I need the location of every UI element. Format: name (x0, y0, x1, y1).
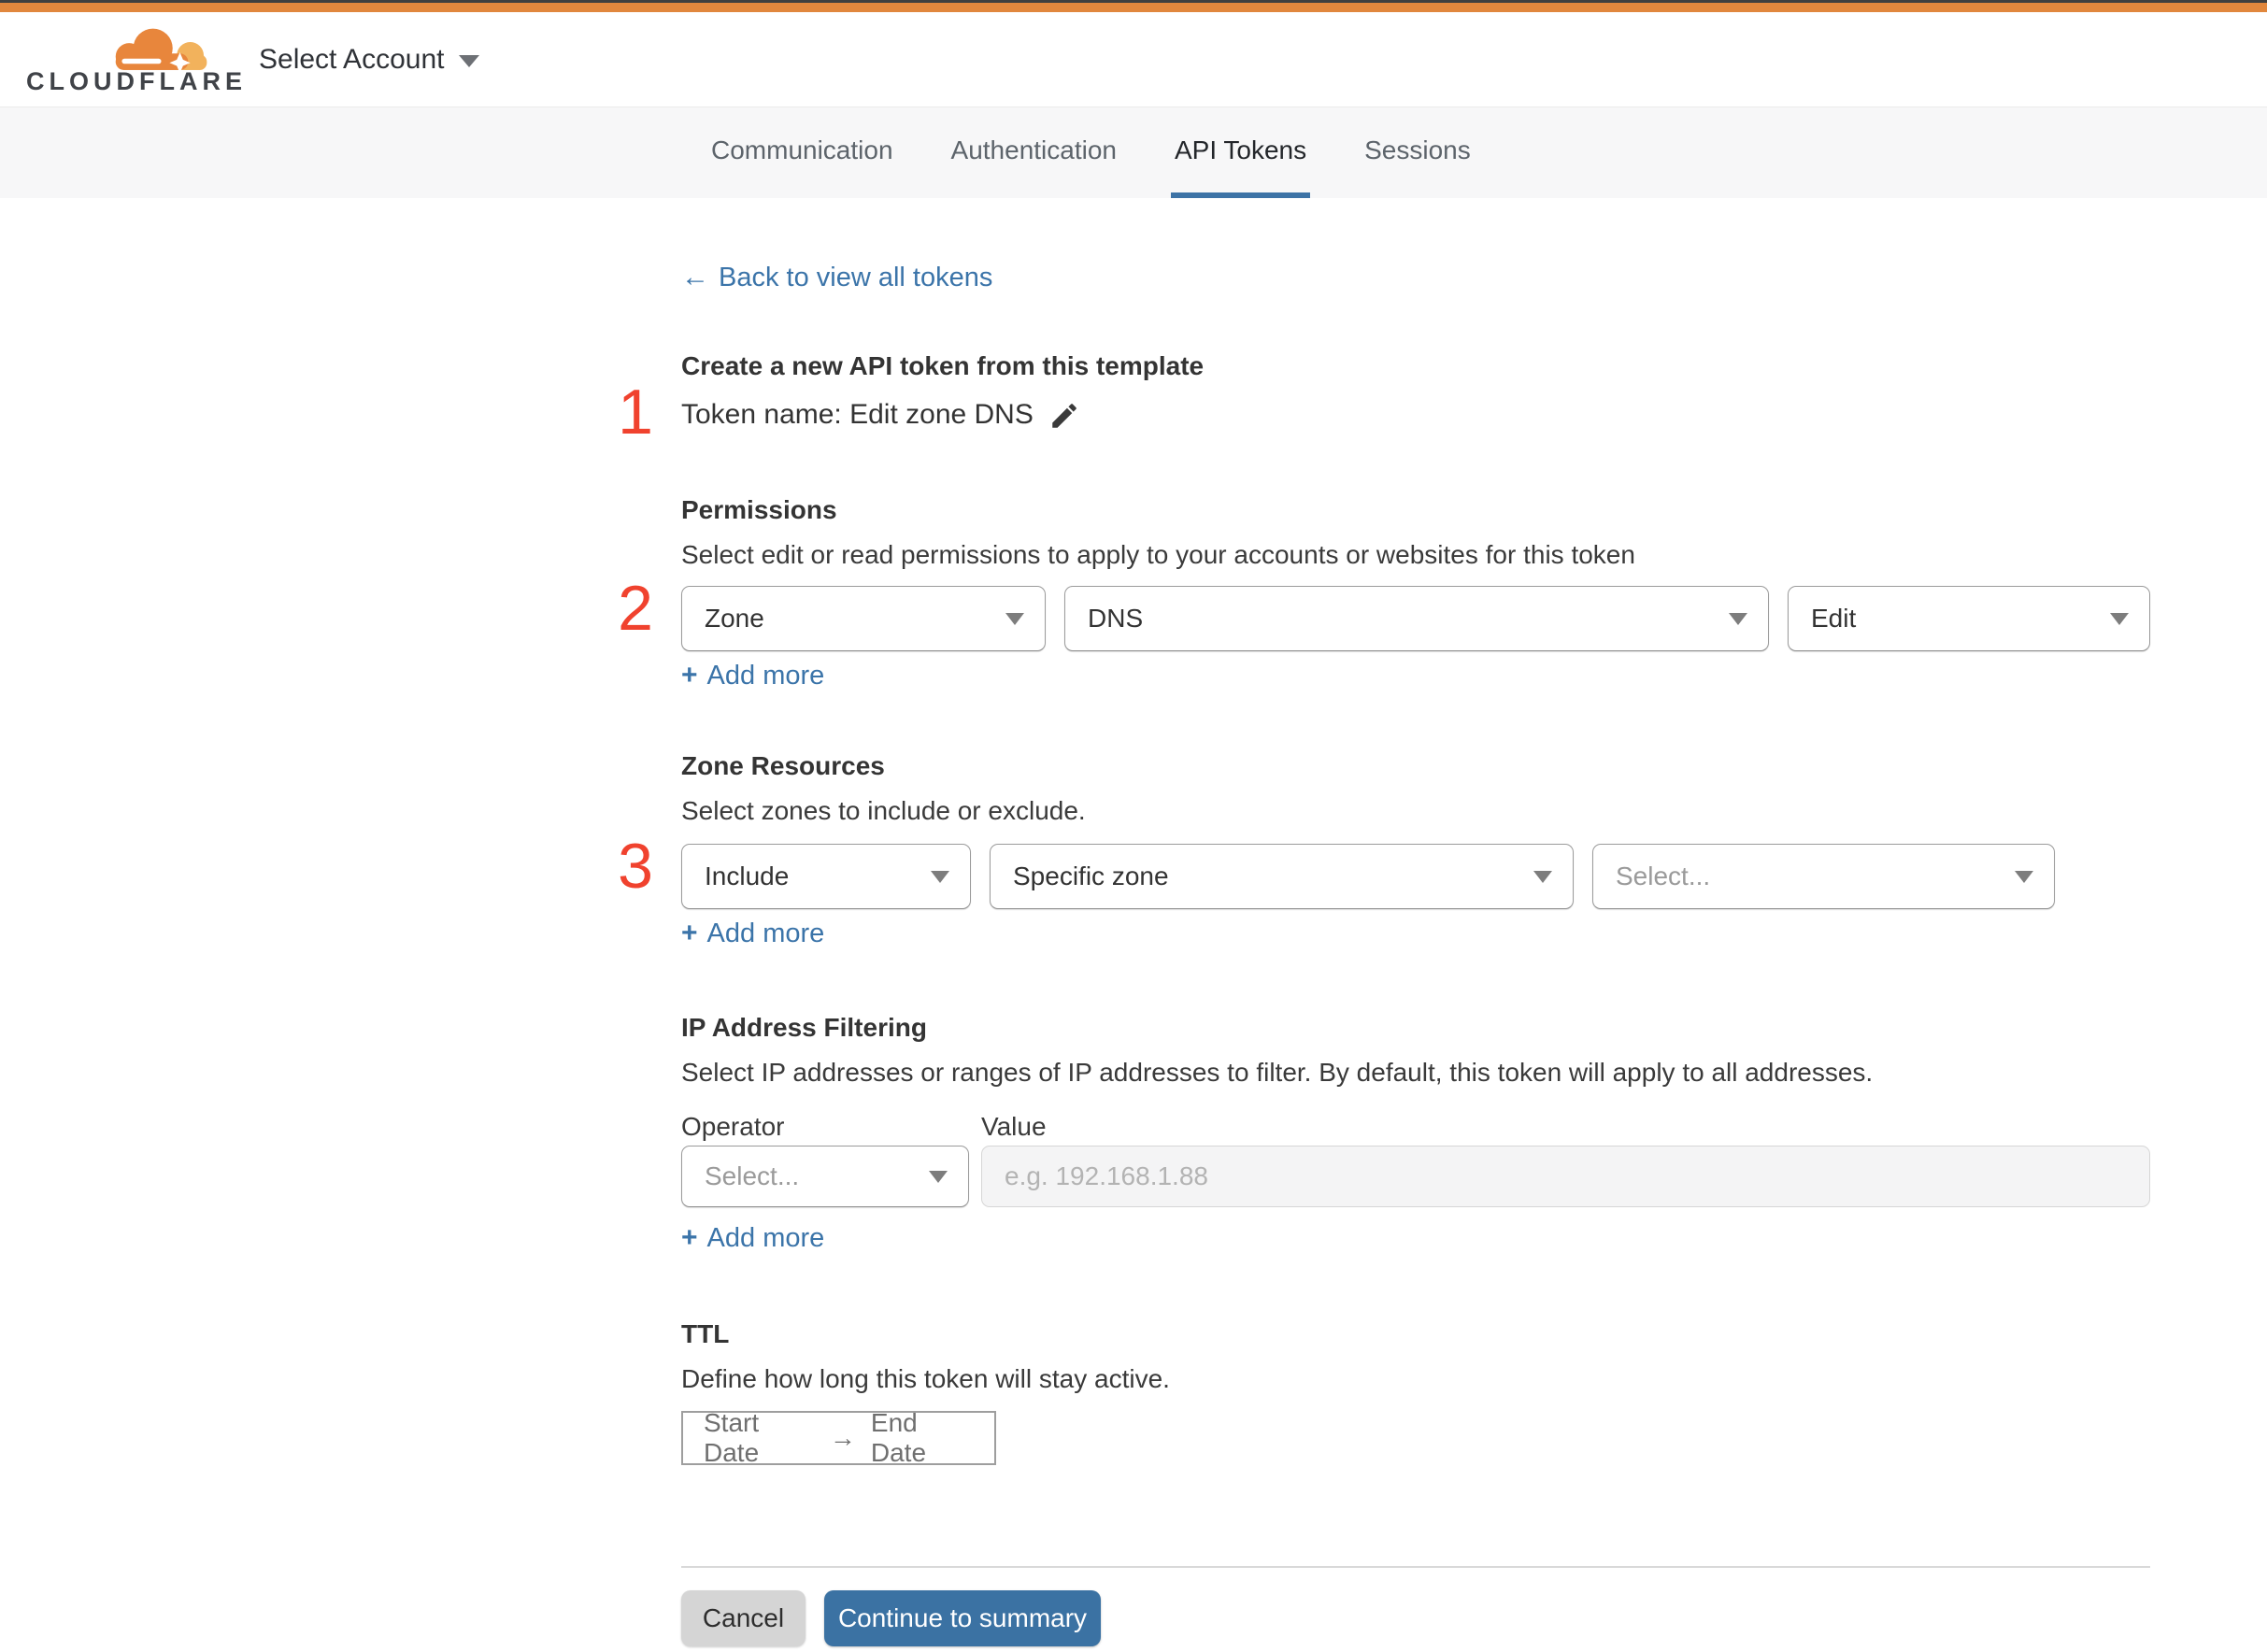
zone-type-select[interactable] (990, 844, 1574, 909)
add-more-label: Add more (706, 1222, 825, 1253)
continue-to-summary-button[interactable]: Continue to summary (824, 1590, 1101, 1646)
token-name-line (681, 398, 1080, 432)
app-header (0, 12, 2267, 107)
ttl-date-range-picker[interactable] (681, 1408, 996, 1467)
ip-value-input[interactable] (981, 1146, 2150, 1207)
chevron-down-icon (459, 55, 479, 67)
ip-filtering-add-more-link[interactable] (681, 1222, 824, 1254)
zone-operator-select[interactable] (681, 844, 971, 909)
tab-api-tokens[interactable]: API Tokens (1171, 107, 1310, 198)
end-date-label: End Date (870, 1408, 927, 1467)
add-more-label: Add more (706, 660, 825, 691)
chevron-down-icon (1005, 613, 1024, 625)
operator-label: Operator (681, 1112, 785, 1141)
ip-operator-placeholder: Select... (705, 1161, 800, 1190)
chevron-down-icon (929, 1171, 948, 1183)
permission-access-select[interactable] (1788, 586, 2150, 651)
permission-scope-select[interactable] (681, 586, 1046, 651)
back-to-tokens-link[interactable] (681, 262, 992, 293)
plus-icon: + (681, 918, 698, 948)
cancel-button[interactable]: Cancel (681, 1590, 806, 1646)
step-number-3: 3 (618, 831, 653, 902)
edit-pencil-icon[interactable] (1048, 400, 1080, 432)
ip-operator-select[interactable] (681, 1146, 969, 1207)
cloudflare-logo (26, 18, 247, 104)
add-more-label: Add more (706, 918, 825, 948)
tab-bar (0, 107, 2267, 198)
back-arrow-icon: ← (681, 262, 709, 292)
logo-wordmark: CLOUDFLARE (26, 67, 247, 95)
zone-type-value: Specific zone (1013, 862, 1169, 890)
permission-resource-value: DNS (1088, 604, 1144, 633)
ip-filtering-description: Select IP addresses or ranges of IP addresses to filter. By default, this token will apply to all addresses. (681, 1058, 1874, 1087)
account-selector-label: Select Account (259, 43, 445, 75)
top-orange-bar (0, 3, 2267, 12)
step-number-2: 2 (618, 573, 653, 644)
value-label: Value (981, 1112, 1047, 1141)
ttl-description: Define how long this token will stay active. (681, 1364, 1170, 1393)
permissions-description: Select edit or read permissions to apply to your accounts or websites for this token (681, 540, 1635, 569)
step-number-1: 1 (618, 377, 653, 448)
zone-operator-value: Include (705, 862, 790, 890)
zone-resources-description: Select zones to include or exclude. (681, 796, 1086, 825)
plus-icon: + (681, 1222, 698, 1253)
footer-divider (681, 1566, 2150, 1568)
tab-communication[interactable]: Communication (711, 135, 893, 164)
zone-value-select[interactable] (1592, 844, 2055, 909)
permissions-row (681, 586, 2150, 651)
ttl-title: TTL (681, 1319, 730, 1348)
tab-sessions[interactable]: Sessions (1364, 135, 1471, 164)
tab-group (707, 107, 1475, 198)
ip-filtering-row (681, 1146, 969, 1207)
permissions-title: Permissions (681, 495, 837, 524)
zone-value-placeholder: Select... (1616, 862, 1711, 890)
range-arrow-icon: → (829, 1423, 856, 1452)
permissions-add-more-link[interactable] (681, 660, 824, 691)
tab-authentication[interactable]: Authentication (950, 135, 1117, 164)
zone-resources-add-more-link[interactable] (681, 918, 824, 949)
account-selector[interactable] (259, 12, 479, 107)
permission-resource-select[interactable] (1064, 586, 1769, 651)
start-date-label: Start Date (704, 1408, 760, 1467)
chevron-down-icon (931, 871, 949, 883)
plus-icon: + (681, 660, 698, 691)
zone-resources-row (681, 844, 2055, 909)
chevron-down-icon (2015, 871, 2033, 883)
chevron-down-icon (1533, 871, 1552, 883)
permission-access-value: Edit (1811, 604, 1857, 633)
back-link-label: Back to view all tokens (719, 262, 993, 292)
template-section-title: Create a new API token from this template (681, 351, 1205, 380)
permission-scope-value: Zone (705, 604, 764, 633)
chevron-down-icon (2110, 613, 2129, 625)
ip-filtering-title: IP Address Filtering (681, 1013, 927, 1042)
zone-resources-title: Zone Resources (681, 751, 885, 780)
token-name-text: Token name: Edit zone DNS (681, 399, 1034, 430)
chevron-down-icon (1729, 613, 1747, 625)
